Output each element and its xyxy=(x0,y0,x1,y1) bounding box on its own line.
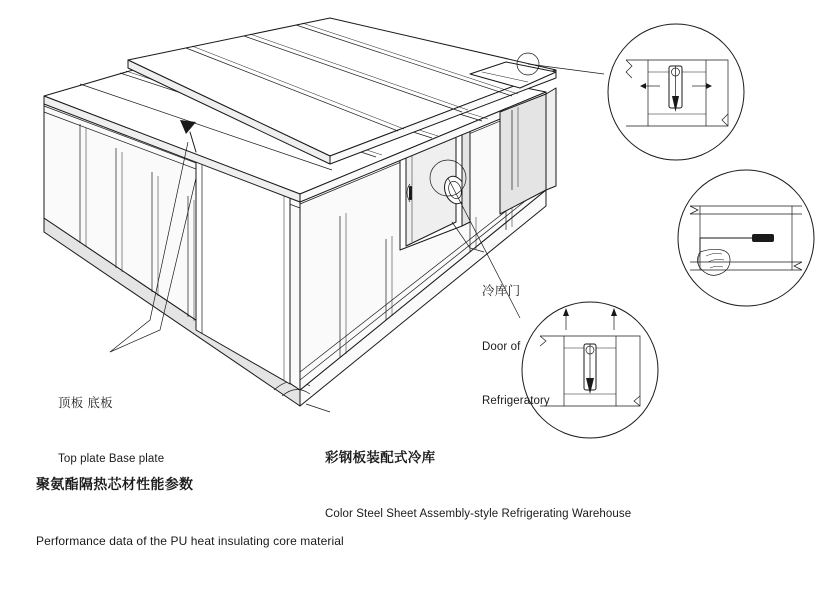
detail-callout-middle-right xyxy=(678,170,814,306)
figure-title xyxy=(36,436,344,589)
plates-label-cn: 顶板 底板 xyxy=(58,396,113,410)
figure-caption xyxy=(325,410,631,561)
plates-label-en: Top plate Base plate xyxy=(58,452,165,465)
caption-en: Color Steel Sheet Assembly-style Refrigerating Warehouse xyxy=(325,507,632,520)
title-en: Performance data of the PU heat insulating core material xyxy=(36,533,344,548)
title-cn: 聚氨酯隔热芯材性能参数 xyxy=(36,476,194,492)
caption-cn: 彩钢板装配式冷库 xyxy=(325,450,436,465)
door-label-en-line2: Refrigeratory xyxy=(482,395,550,407)
door-label-en-line1: Door of xyxy=(482,340,521,353)
door-label-cn: 冷库门 xyxy=(482,284,521,298)
